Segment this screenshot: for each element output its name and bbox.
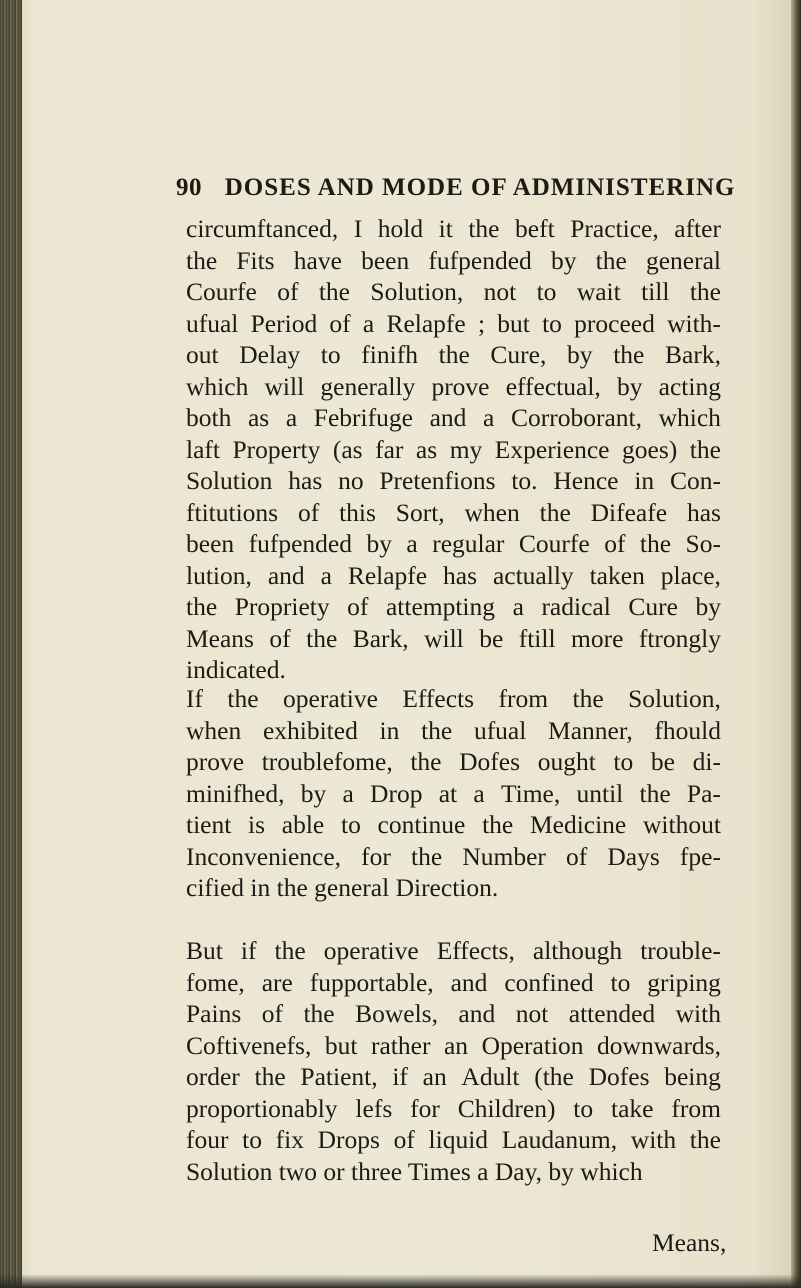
- paragraph-2: [186, 683, 721, 904]
- page-number: 90: [176, 174, 202, 201]
- text-line: Courfe of the Solution, not to wait till the: [186, 277, 721, 306]
- text-line: when exhibited in the ufual Manner, fhould: [186, 715, 721, 745]
- text-line: ufual Period of a Relapfe ; but to proceed with-: [186, 308, 721, 338]
- page-right-edge: [791, 0, 801, 1288]
- page-binding-edge: [0, 0, 22, 1288]
- text-line: tient is able to continue the Medicine without: [186, 810, 721, 839]
- running-title: DOSES AND MODE OF ADMINISTERING: [224, 174, 736, 201]
- paragraph-3: [186, 935, 721, 1187]
- text-line: been fufpended by a regular Courfe of the So-: [186, 529, 721, 558]
- text-line: indicated.: [186, 655, 286, 684]
- text-line: If the operative Effects from the Solution,: [186, 684, 721, 713]
- paragraph-1: [186, 213, 721, 686]
- text-line: cified in the general Direction.: [186, 873, 499, 902]
- text-line: out Delay to finifh the Cure, by the Bark,: [186, 340, 721, 369]
- text-line: Inconvenience, for the Number of Days fpe-: [186, 841, 721, 871]
- text-line: But if the operative Effects, although trouble-: [186, 936, 721, 965]
- text-line: circumftanced, I hold it the beft Practice, after: [186, 214, 721, 243]
- text-line: prove troublefome, the Dofes ought to be di-: [186, 747, 721, 776]
- text-line: the Propriety of attempting a radical Cure by: [186, 592, 721, 621]
- running-header: [176, 174, 735, 202]
- text-line: four to fix Drops of liquid Laudanum, with the: [186, 1125, 721, 1154]
- text-line: Coftivenefs, but rather an Operation downwards,: [186, 1030, 721, 1060]
- text-line: minifhed, by a Drop at a Time, until the Pa-: [186, 778, 721, 808]
- text-line: Means of the Bark, will be ftill more ftrongly: [186, 623, 721, 653]
- text-line: Solution has no Pretenfions to. Hence in Con-: [186, 466, 721, 495]
- catchword: Means,: [652, 1228, 727, 1257]
- text-line: Solution two or three Times a Day, by which: [186, 1156, 643, 1186]
- text-line: proportionably lefs for Children) to take from: [186, 1093, 721, 1123]
- text-line: which will generally prove effectual, by acting: [186, 371, 721, 401]
- text-line: both as a Febrifuge and a Corroborant, which: [186, 403, 721, 432]
- text-line: laft Property (as far as my Experience goes) the: [186, 434, 721, 464]
- text-line: lution, and a Relapfe has actually taken place,: [186, 560, 721, 590]
- text-line: ftitutions of this Sort, when the Difeafe has: [186, 497, 721, 527]
- text-line: the Fits have been fufpended by the general: [186, 245, 721, 275]
- text-line: order the Patient, if an Adult (the Dofes being: [186, 1062, 721, 1091]
- text-line: Pains of the Bowels, and not attended with: [186, 999, 721, 1028]
- page-bottom-shadow: [0, 1274, 801, 1288]
- text-line: fome, are fupportable, and confined to griping: [186, 967, 721, 997]
